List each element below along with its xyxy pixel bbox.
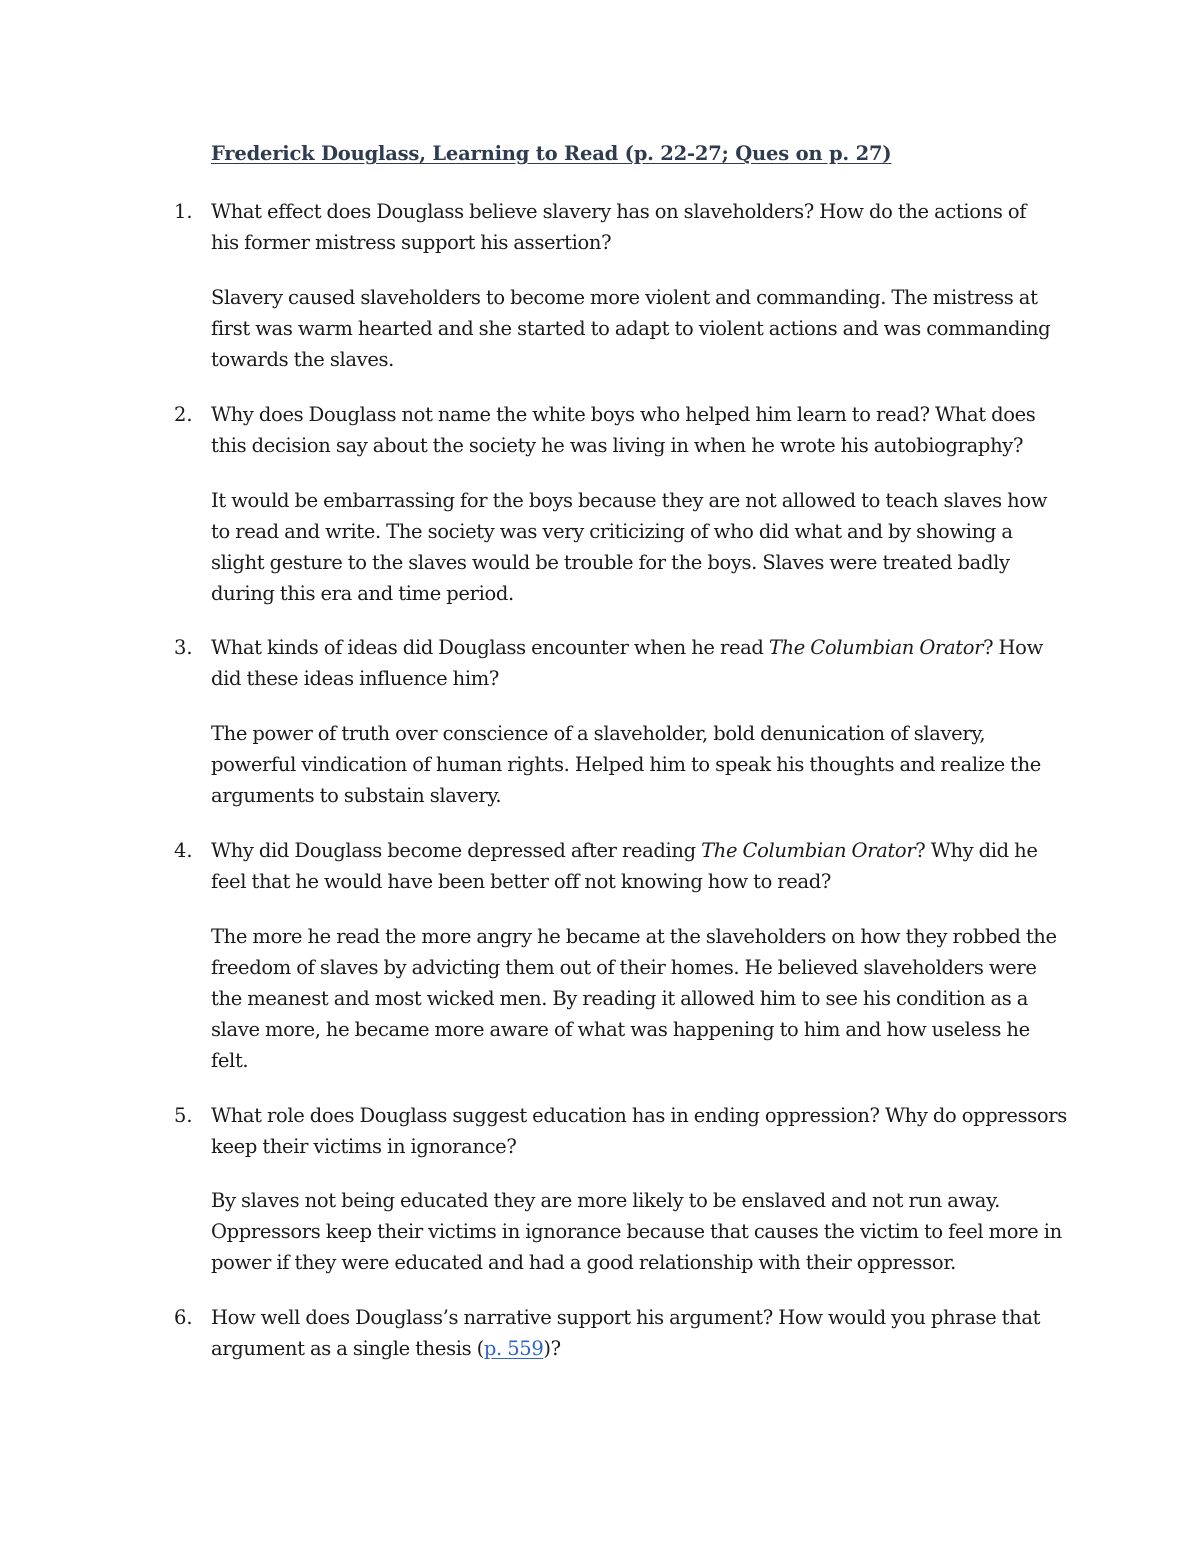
q3-question-line (211, 632, 1071, 663)
q5-question (211, 1100, 1071, 1162)
q2-question-line: this decision say about the society he was living in when he wrote his autobiography? (211, 434, 1024, 457)
q1-question-line: his former mistress support his assertion? (211, 231, 612, 254)
q1-answer (211, 282, 1071, 375)
q4-answer-line: freedom of slaves by advicting them out of their homes. He believed slaveholders were (211, 956, 1037, 979)
q3-answer (211, 718, 1071, 811)
q2-answer-line: It would be embarrassing for the boys because they are not allowed to teach slaves how (211, 489, 1048, 512)
book-title-italic: The Columbian Orator (701, 839, 916, 862)
q4-question-line: feel that he would have been better off not knowing how to read? (211, 870, 831, 893)
q2-answer (211, 485, 1071, 609)
q3-answer-line: powerful vindication of human rights. Helped him to speak his thoughts and realize the (211, 753, 1041, 776)
q2-answer-line: to read and write. The society was very criticizing of who did what and by showing a (211, 520, 1013, 543)
q1-answer-line: first was warm hearted and she started to adapt to violent actions and was commanding (211, 317, 1051, 340)
q4-answer-line: the meanest and most wicked men. By reading it allowed him to see his condition as a (211, 987, 1029, 1010)
q3-answer-line: arguments to substain slavery. (211, 784, 502, 807)
q2-number: 2. (174, 403, 193, 426)
q2-answer-line: slight gesture to the slaves would be trouble for the boys. Slaves were treated badly (211, 551, 1010, 574)
q4-question-line (211, 835, 1071, 866)
q4-question-text: Why did Douglass become depressed after reading (211, 839, 702, 862)
page-reference-link[interactable]: p. 559 (483, 1337, 544, 1360)
q4-question (211, 835, 1071, 897)
q3-question (211, 632, 1071, 694)
q1-answer-line: Slavery caused slaveholders to become more violent and commanding. The mistress at (211, 286, 1038, 309)
q4-answer (211, 921, 1071, 1076)
q6-question-text: argument as a single thesis ( (211, 1337, 484, 1360)
q1-answer-line: towards the slaves. (211, 348, 395, 371)
q5-answer-line: power if they were educated and had a good relationship with their oppressor. (211, 1251, 956, 1274)
q6-question-text: )? (543, 1337, 561, 1360)
q1-number: 1. (174, 200, 193, 223)
q3-number: 3. (174, 636, 193, 659)
book-title-italic: The Columbian Orator (768, 636, 984, 659)
q5-question-line: keep their victims in ignorance? (211, 1135, 517, 1158)
q4-question-text: ? Why did he (915, 839, 1038, 862)
document-title: Frederick Douglass, Learning to Read (p. 22-27; Ques on p. 27) (211, 142, 892, 165)
q1-question-line: What effect does Douglass believe slavery has on slaveholders? How do the actions of (211, 200, 1027, 223)
q5-question-line: What role does Douglass suggest education has in ending oppression? Why do oppressors (211, 1104, 1067, 1127)
q6-number: 6. (174, 1306, 193, 1329)
q4-number: 4. (174, 839, 193, 862)
q4-answer-line: felt. (211, 1049, 249, 1072)
q3-question-text: ? How (983, 636, 1043, 659)
q6-question (211, 1302, 1071, 1364)
q2-answer-line: during this era and time period. (211, 582, 514, 605)
q3-answer-line: The power of truth over conscience of a slaveholder, bold denunication of slavery, (211, 722, 986, 745)
q6-question-line: How well does Douglass’s narrative support his argument? How would you phrase that (211, 1306, 1041, 1329)
q3-question-line: did these ideas influence him? (211, 667, 499, 690)
q5-answer (211, 1185, 1071, 1278)
q5-answer-line: By slaves not being educated they are more likely to be enslaved and not run away. (211, 1189, 1001, 1212)
q1-question (211, 196, 1071, 258)
q5-number: 5. (174, 1104, 193, 1127)
q2-question-line: Why does Douglass not name the white boys who helped him learn to read? What does (211, 403, 1036, 426)
q6-question-line (211, 1333, 1071, 1364)
q4-answer-line: slave more, he became more aware of what was happening to him and how useless he (211, 1018, 1030, 1041)
q2-question (211, 399, 1071, 461)
q3-question-text: What kinds of ideas did Douglass encounter when he read (211, 636, 769, 659)
q5-answer-line: Oppressors keep their victims in ignorance because that causes the victim to feel more in (211, 1220, 1062, 1243)
q4-answer-line: The more he read the more angry he became at the slaveholders on how they robbed the (211, 925, 1057, 948)
